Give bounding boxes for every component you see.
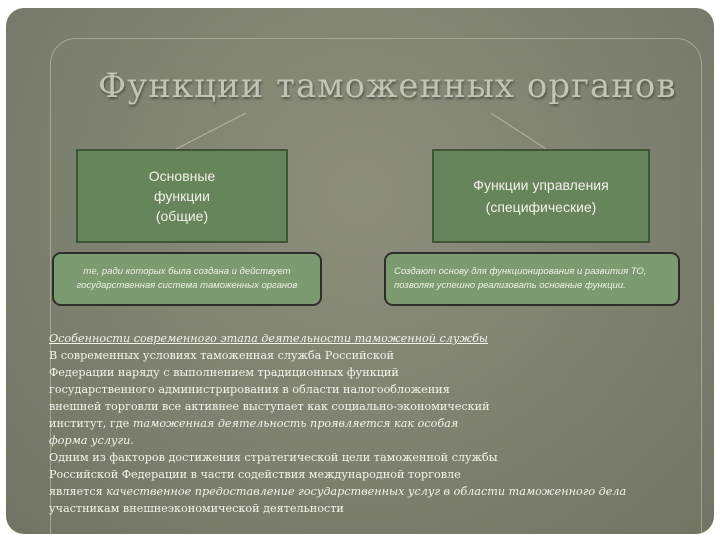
body-line-plain: является — [49, 485, 107, 498]
body-text — [49, 330, 689, 517]
box-management-functions — [432, 149, 650, 243]
connector-right — [491, 113, 546, 149]
body-line: В современных условиях таможенная служба Российской — [49, 349, 395, 362]
box-management-functions-label: Функции управления (специфические) — [473, 177, 609, 215]
body-line — [49, 415, 689, 432]
body-line: участникам внешнеэкономической деятельности — [49, 502, 344, 515]
body-line: Российской Федерации в части содействия международной торговле — [49, 468, 461, 481]
body-heading: Особенности современного этапа деятельности таможенной службы — [49, 332, 489, 345]
desc-management-functions-text: Создают основу для функционирования и развития ТО, позволяя успешно реализовать основные функции. — [394, 266, 647, 291]
slide — [6, 8, 714, 534]
body-line-plain: институт, где — [49, 417, 133, 430]
box-main-functions — [76, 149, 288, 243]
body-line: форма услуги. — [49, 434, 134, 447]
body-line: внешней торговли все активнее выступает как социально-экономический — [49, 400, 490, 413]
connector-left — [176, 113, 246, 149]
body-line: Федерации наряду с выполнением традиционных функций — [49, 366, 399, 379]
body-line-emphasis: качественное предоставление государственных услуг в области таможенного дела — [106, 485, 627, 498]
box-main-functions-label: Основные функции (общие) — [148, 168, 216, 224]
slide-title: Функции таможенных органов — [98, 66, 677, 106]
body-line-emphasis: таможенная деятельность проявляется как особая — [132, 417, 459, 430]
desc-main-functions — [52, 252, 322, 306]
body-line: государственного администрирования в области налогообложения — [49, 383, 450, 396]
desc-management-functions — [384, 252, 680, 306]
body-line — [49, 483, 689, 500]
desc-main-functions-text: те, ради которых была создана и действует государственная система таможенных органов — [76, 266, 298, 291]
body-line: Одним из факторов достижения стратегической цели таможенной службы — [49, 451, 498, 464]
